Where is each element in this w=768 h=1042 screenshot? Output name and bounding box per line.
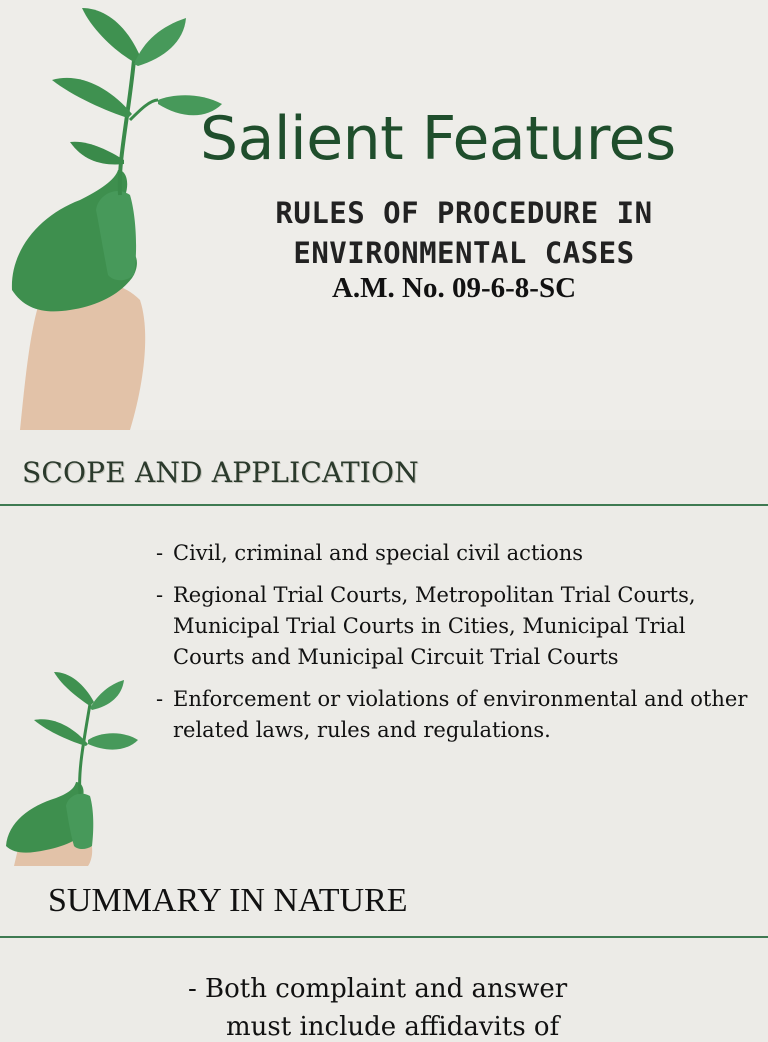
- heading-divider: [0, 936, 768, 938]
- body-text-cutoff: must include affidavits of: [226, 1012, 560, 1042]
- list-item: [156, 538, 756, 569]
- body-text: - Both complaint and answer: [188, 974, 568, 1004]
- bullet-marker: -: [156, 583, 164, 607]
- summary-slide: [0, 866, 768, 1042]
- scope-bullet-list: [156, 538, 756, 757]
- docket-number: A.M. No. 09-6-8-SC: [331, 272, 577, 304]
- scope-slide: [0, 430, 768, 866]
- list-item: [156, 580, 756, 673]
- list-item-text: Regional Trial Courts, Metropolitan Trial Courts, Municipal Trial Courts in Cities, Municipal Trial Courts and Municipal Circuit Trial Courts: [173, 583, 696, 669]
- list-item-text: Civil, criminal and special civil actions: [173, 541, 584, 565]
- list-item: [156, 684, 756, 746]
- subtitle-line-1: RULES OF PROCEDURE IN: [275, 196, 653, 230]
- section-heading: SUMMARY IN NATURE: [48, 882, 408, 919]
- heading-divider: [0, 504, 768, 506]
- bullet-marker: -: [156, 687, 164, 711]
- list-item-text: Enforcement or violations of environmental and other related laws, rules and regulations.: [173, 687, 748, 742]
- section-heading: SCOPE AND APPLICATION: [22, 456, 419, 489]
- slide-title: Salient Features: [200, 104, 676, 174]
- title-slide: [0, 0, 768, 430]
- hand-holding-plant-image: [0, 670, 168, 866]
- bullet-marker: -: [156, 541, 164, 565]
- subtitle-line-2: ENVIRONMENTAL CASES: [293, 236, 635, 270]
